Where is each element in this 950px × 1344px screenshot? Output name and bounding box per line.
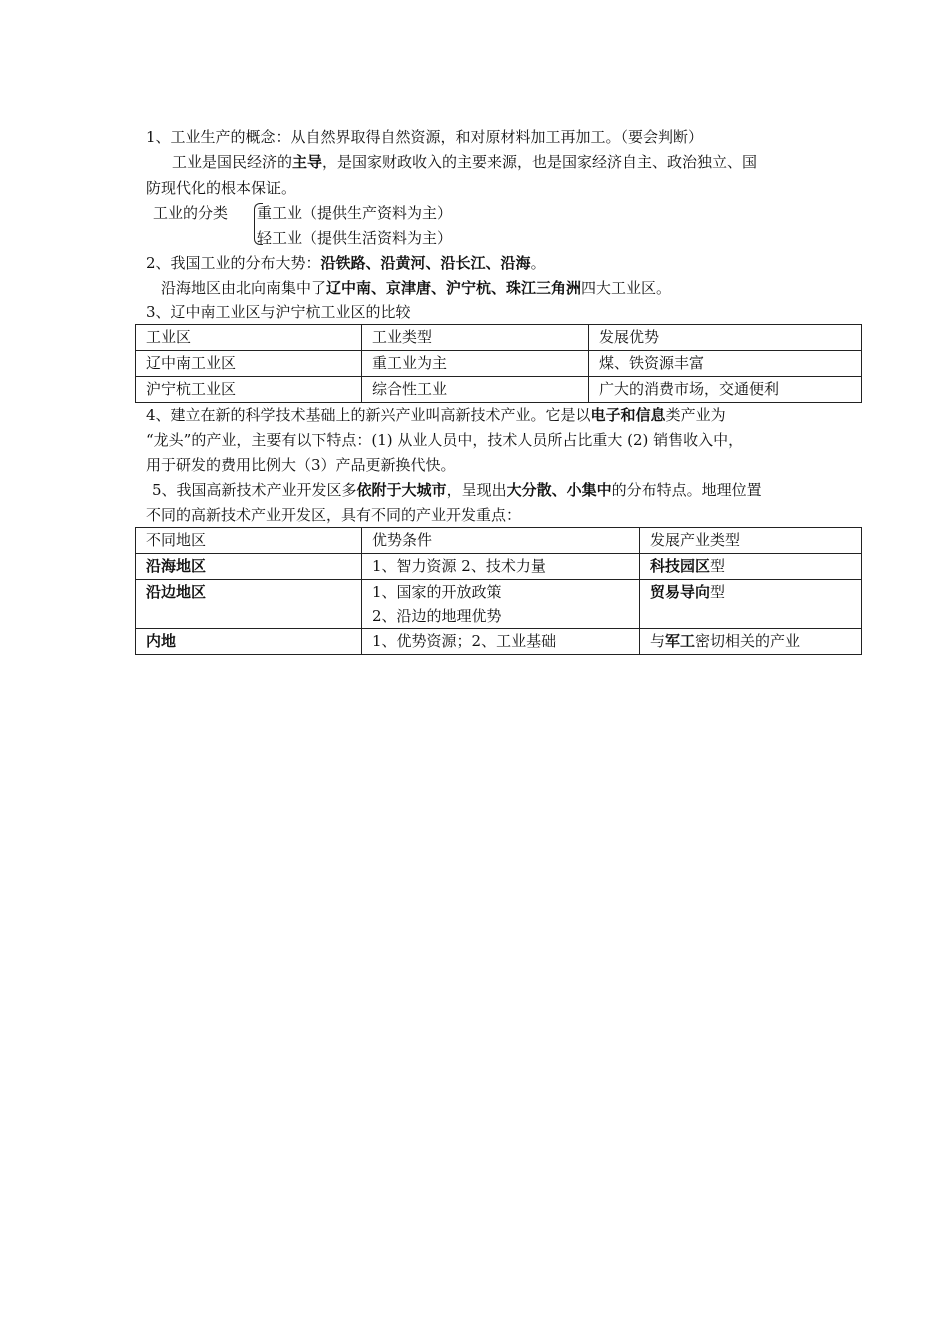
table-cell: 沿边地区: [136, 580, 362, 629]
section4-line1: [146, 405, 726, 425]
comparison-table: [135, 324, 862, 403]
table-cell: 工业类型: [362, 325, 589, 351]
bold-span: 辽中南、京津唐、沪宁杭、珠江三角洲: [326, 279, 582, 297]
section2-line1: [146, 253, 546, 273]
heavy-industry: 重工业（提供生产资料为主）: [257, 204, 453, 222]
section5-line2: 不同的高新技术产业开发区，具有不同的产业开发重点：: [146, 506, 522, 524]
bold-span: 主导: [292, 153, 323, 171]
section2-line2: [161, 278, 671, 298]
text-span: 与: [650, 632, 666, 650]
cell-line: 1、国家的开放政策: [372, 583, 502, 601]
text-span: 密切相关的产业: [695, 632, 801, 650]
table-cell: [640, 629, 862, 655]
table-cell: 优势条件: [362, 528, 640, 554]
text-span: ，是国家财政收入的主要来源，也是国家经济自主、政治独立、国: [322, 153, 758, 171]
text-span: 工业是国民经济的: [172, 153, 293, 171]
bold-span: 贸易导向: [650, 583, 711, 601]
classification-label: 工业的分类: [153, 204, 229, 222]
table-cell: [640, 554, 862, 580]
bold-span: 大分散、小集中: [506, 481, 612, 499]
table-cell: 内地: [136, 629, 362, 655]
light-industry: 轻工业（提供生活资料为主）: [257, 229, 453, 247]
section3-title: 3、辽中南工业区与沪宁杭工业区的比较: [146, 303, 411, 321]
table-row: [136, 377, 862, 403]
text-span: 的分布特点。地理位置: [611, 481, 762, 499]
table-cell: 发展产业类型: [640, 528, 862, 554]
text-span: 。: [530, 254, 546, 272]
table-row: [136, 351, 862, 377]
development-zones-table: [135, 527, 862, 655]
table-row: [136, 580, 862, 629]
table-cell: 工业区: [136, 325, 362, 351]
table-row: [136, 554, 862, 580]
table-cell: [640, 580, 862, 629]
text-span: 四大工业区。: [581, 279, 672, 297]
section4-line2: “龙头”的产业，主要有以下特点：(1) 从业人员中，技术人员所占比重大 (2) 销售收入中，: [146, 431, 744, 449]
table-header-row: [136, 325, 862, 351]
bold-span: 依附于大城市: [356, 481, 447, 499]
table-cell: 1、优势资源；2、工业基础: [362, 629, 640, 655]
section1-line2: [172, 152, 757, 172]
table-row: [136, 629, 862, 655]
bold-span: 军工: [665, 632, 696, 650]
table-cell: 1、智力资源 2、技术力量: [362, 554, 640, 580]
table-cell: 煤、铁资源丰富: [589, 351, 862, 377]
table-header-row: [136, 528, 862, 554]
text-span: ，呈现出: [446, 481, 507, 499]
text-span: 2、我国工业的分布大势：: [146, 254, 321, 272]
cell-line: 2、沿边的地理优势: [372, 607, 502, 625]
table-cell: 综合性工业: [362, 377, 589, 403]
table-cell: 广大的消费市场，交通便利: [589, 377, 862, 403]
table-cell: [362, 580, 640, 629]
bold-span: 科技园区: [650, 557, 711, 575]
text-span: 4、建立在新的科学技术基础上的新兴产业叫高新技术产业。它是以: [146, 406, 591, 424]
table-cell: 发展优势: [589, 325, 862, 351]
table-cell: 不同地区: [136, 528, 362, 554]
bold-span: 电子和信息: [590, 406, 666, 424]
section1-line3: 防现代化的根本保证。: [146, 179, 297, 197]
section5-line1: [152, 480, 762, 500]
text-span: 5、我国高新技术产业开发区多: [152, 481, 357, 499]
text-span: 型: [710, 557, 726, 575]
section4-line3: 用于研发的费用比例大（3）产品更新换代快。: [146, 456, 456, 474]
text-span: 沿海地区由北向南集中了: [161, 279, 327, 297]
text-span: 类产业为: [665, 406, 726, 424]
table-cell: 重工业为主: [362, 351, 589, 377]
text-span: 型: [710, 583, 726, 601]
section1-line1: 1、工业生产的概念：从自然界取得自然资源，和对原材料加工再加工。（要会判断）: [146, 128, 704, 146]
table-cell: 沪宁杭工业区: [136, 377, 362, 403]
table-cell: 沿海地区: [136, 554, 362, 580]
bold-span: 沿铁路、沿黄河、沿长江、沿海: [320, 254, 531, 272]
table-cell: 辽中南工业区: [136, 351, 362, 377]
